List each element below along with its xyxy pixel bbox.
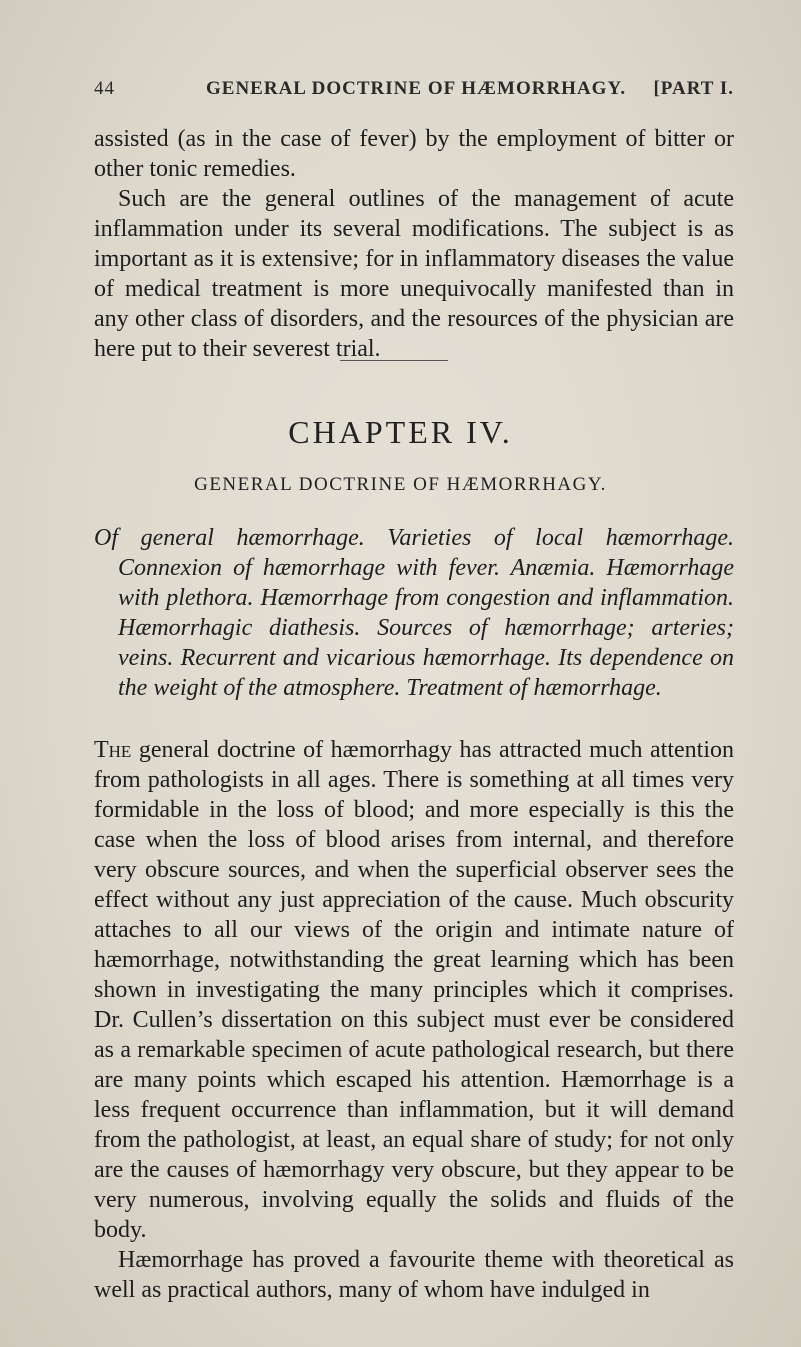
first-word: The	[94, 737, 132, 763]
section-divider	[340, 360, 448, 361]
chapter-subtitle: GENERAL DOCTRINE OF HÆMORRHAGY.	[194, 474, 607, 495]
continuation-paragraph: assisted (as in the case of fever) by the employment of bitter or other tonic remedies.	[94, 126, 734, 182]
chapter-heading: CHAPTER IV.	[288, 414, 513, 450]
body-paragraph-1	[94, 735, 734, 1245]
chapter-body	[94, 735, 734, 1305]
chapter-summary: Of general hæmorrhage. Varieties of local hæmorrhage. Connexion of hæmorrhage with fever. Anæmia. Hæmorrhage with plethora. Hæmorrhage from congestion and inflammation. Hæmorrhagic diathesis. Sources of hæmorrhage; arteries; veins. Recurrent and vicarious hæmorrhage. Its dependence on the weight of the atmosphere. Treatment of hæmorrhage.	[94, 525, 734, 701]
closing-paragraph: Such are the general outlines of the management of acute inflammation under its several modifications. The subject is as important as it is extensive; for in inflammatory diseases the value of medical treatment is more unequivocally manifested than in any other class of disorders, and the resources of the physician are here put to their severest trial.	[94, 186, 734, 362]
running-title: GENERAL DOCTRINE OF HÆMORRHAGY.	[206, 78, 627, 99]
opening-text	[94, 124, 734, 364]
running-head	[94, 78, 734, 108]
part-label: [PART I.	[653, 78, 734, 99]
body-paragraph-1-text: general doctrine of hæmorrhagy has attracted much attention from pathologists in all ages. There is something at all times very formidable in the loss of blood; and more especially is this the case when the loss of blood arises from internal, and therefore very obscure sources, and when the superficial observer sees the effect without any just appreciation of the cause. Much obscurity attaches to all our views of the origin and intimate nature of hæmorrhage, notwithstanding the great learning which has been shown in investigating the many principles which it comprises. Dr. Cullen’s dissertation on this subject must ever be considered as a remarkable specimen of acute pathological research, but there are many points which escaped his attention. Hæmorrhage is a less frequent occurrence than inflammation, but it will demand from the pathologist, at least, an equal share of study; for not only are the causes of hæmorrhagy very obscure, but they appear to be very numerous, involving equally the solids and fluids of the body.	[94, 737, 734, 1243]
page-number: 44	[94, 78, 115, 99]
body-paragraph-2: Hæmorrhage has proved a favourite theme with theoretical as well as practical authors, many of whom have indulged in	[94, 1247, 734, 1303]
